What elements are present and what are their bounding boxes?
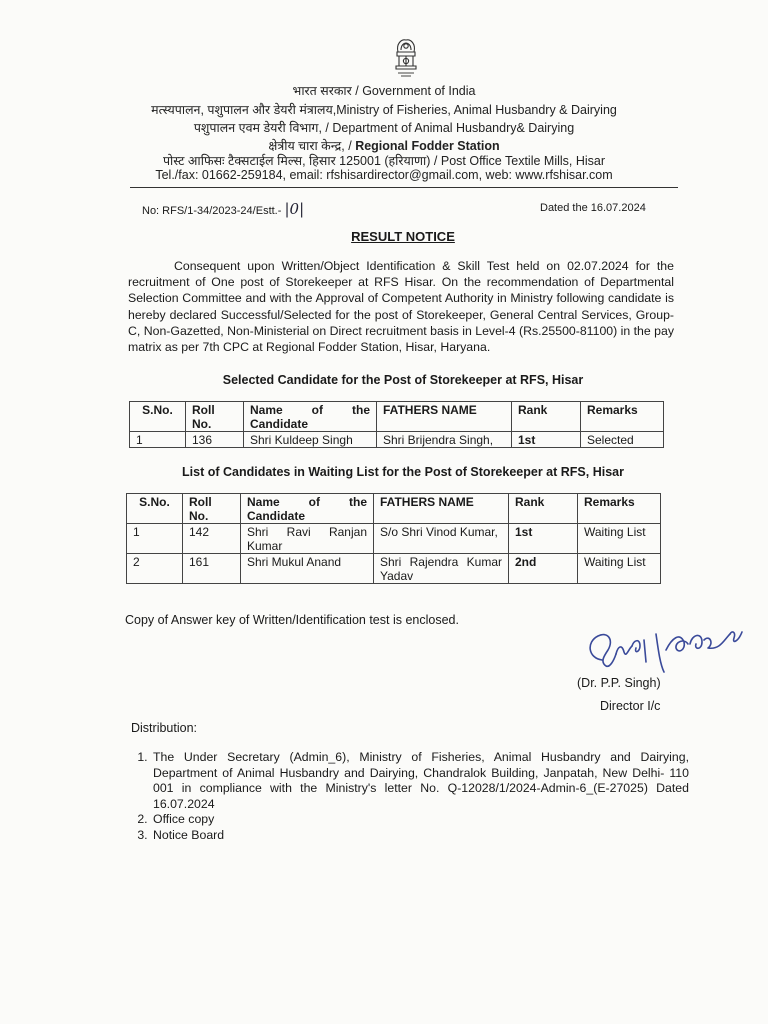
distribution-label: Distribution: xyxy=(131,721,197,735)
header-divider xyxy=(130,187,678,188)
handwritten-signature xyxy=(580,620,750,684)
header-station-name: Regional Fodder Station xyxy=(355,139,500,153)
col-header-father: FATHERS NAME xyxy=(374,494,509,524)
col-header-rank: Rank xyxy=(509,494,578,524)
signatory-designation: Director I/c xyxy=(600,699,661,713)
cell-remarks: Waiting List xyxy=(578,524,661,554)
waiting-list-table xyxy=(126,493,661,584)
header-contact-line: Tel./fax: 01662-259184, email: rfshisardirector@gmail.com, web: www.rfshisar.com xyxy=(155,168,613,182)
col-header-sno: S.No. xyxy=(130,402,186,432)
cell-name: Shri Kuldeep Singh xyxy=(244,432,377,448)
cell-remarks: Waiting List xyxy=(578,554,661,584)
cell-roll: 161 xyxy=(183,554,241,584)
cell-rank: 2nd xyxy=(509,554,578,584)
header-govt-line: भारत सरकार / Government of India xyxy=(292,84,476,98)
cell-father: Shri Brijendra Singh, xyxy=(377,432,512,448)
col-header-remarks: Remarks xyxy=(578,494,661,524)
body-paragraph-text: Consequent upon Written/Object Identification & Skill Test held on 02.07.2024 for the recruitment of One post of Storekeeper at RFS Hisar. On the recommendation of Departmental Selection Committee and with the Approval of Competent Authority in Ministry following candidate is hereby declared Successful/Selected for the post of Storekeeper, General Central Services, Group-C, Non-Gazetted, Non-Ministerial on Direct recruitment basis in Level-4 (Rs.25500-81100) in the pay matrix as per 7th CPC at Regional Fodder Station, Hisar, Haryana. xyxy=(128,259,674,355)
table-header-row xyxy=(130,402,664,432)
table-row xyxy=(130,432,664,448)
col-header-sno: S.No. xyxy=(127,494,183,524)
header-department-line: पशुपालन एवम डेयरी विभाग, / Department of Animal Husbandry& Dairying xyxy=(193,121,575,135)
cell-roll: 142 xyxy=(183,524,241,554)
cell-father: S/o Shri Vinod Kumar, xyxy=(374,524,509,554)
header-ministry-line: मत्स्यपालन, पशुपालन और डेयरी मंत्रालय,Ministry of Fisheries, Animal Husbandry & Dairying xyxy=(151,103,617,117)
col-header-father: FATHERS NAME xyxy=(377,402,512,432)
cell-rank: 1st xyxy=(512,432,581,448)
table-row xyxy=(127,524,661,554)
body-paragraph xyxy=(128,258,674,355)
table-header-row xyxy=(127,494,661,524)
cell-name: Shri Mukul Anand xyxy=(241,554,374,584)
cell-sno: 1 xyxy=(127,524,183,554)
cell-name: Shri Ravi Ranjan Kumar xyxy=(241,524,374,554)
cell-roll: 136 xyxy=(186,432,244,448)
header-address-line: पोस्ट आफिसः टैक्सटाईल मिल्स, हिसार 125001 (हरियाणा) / Post Office Textile Mills, Hisar xyxy=(162,154,606,168)
selected-table-heading: Selected Candidate for the Post of Storekeeper at RFS, Hisar xyxy=(222,373,584,387)
col-header-name: Name of the Candidate xyxy=(241,494,374,524)
reference-number-text: No: RFS/1-34/2023-24/Estt.- xyxy=(142,205,282,217)
table-row xyxy=(127,554,661,584)
selected-candidate-table xyxy=(129,401,664,448)
list-item: 3. Notice Board xyxy=(151,828,689,844)
cell-sno: 1 xyxy=(130,432,186,448)
cell-father: Shri Rajendra Kumar Yadav xyxy=(374,554,509,584)
reference-number xyxy=(142,200,304,218)
reference-number-handwritten: |0| xyxy=(284,200,305,218)
notice-date: Dated the 16.07.2024 xyxy=(540,202,646,214)
col-header-rank: Rank xyxy=(512,402,581,432)
list-item: 2. Office copy xyxy=(151,812,689,828)
col-header-remarks: Remarks xyxy=(581,402,664,432)
cell-sno: 2 xyxy=(127,554,183,584)
signatory-name: (Dr. P.P. Singh) xyxy=(577,676,661,690)
col-header-roll: Roll No. xyxy=(186,402,244,432)
national-emblem-icon xyxy=(386,34,426,80)
col-header-name: Name of the Candidate xyxy=(244,402,377,432)
distribution-list xyxy=(128,750,689,843)
page-title: RESULT NOTICE xyxy=(351,229,455,244)
answer-key-note: Copy of Answer key of Written/Identification test is enclosed. xyxy=(125,613,459,627)
list-item: 1. The Under Secretary (Admin_6), Ministry of Fisheries, Animal Husbandry and Dairying, Department of Animal Husbandry and Dairying, Chandralok Building, Janpatah, New Delhi- 110 001 in compliance with the Ministry's letter No. Q-12028/1/2024-Admin-6_(E-27025) Dated 16.07.2024 xyxy=(151,750,689,812)
cell-remarks: Selected xyxy=(581,432,664,448)
waiting-table-heading: List of Candidates in Waiting List for the Post of Storekeeper at RFS, Hisar xyxy=(182,465,624,479)
header-station-hindi: क्षेत्रीय चारा केन्द्र, / xyxy=(268,139,356,153)
col-header-roll: Roll No. xyxy=(183,494,241,524)
cell-rank: 1st xyxy=(509,524,578,554)
